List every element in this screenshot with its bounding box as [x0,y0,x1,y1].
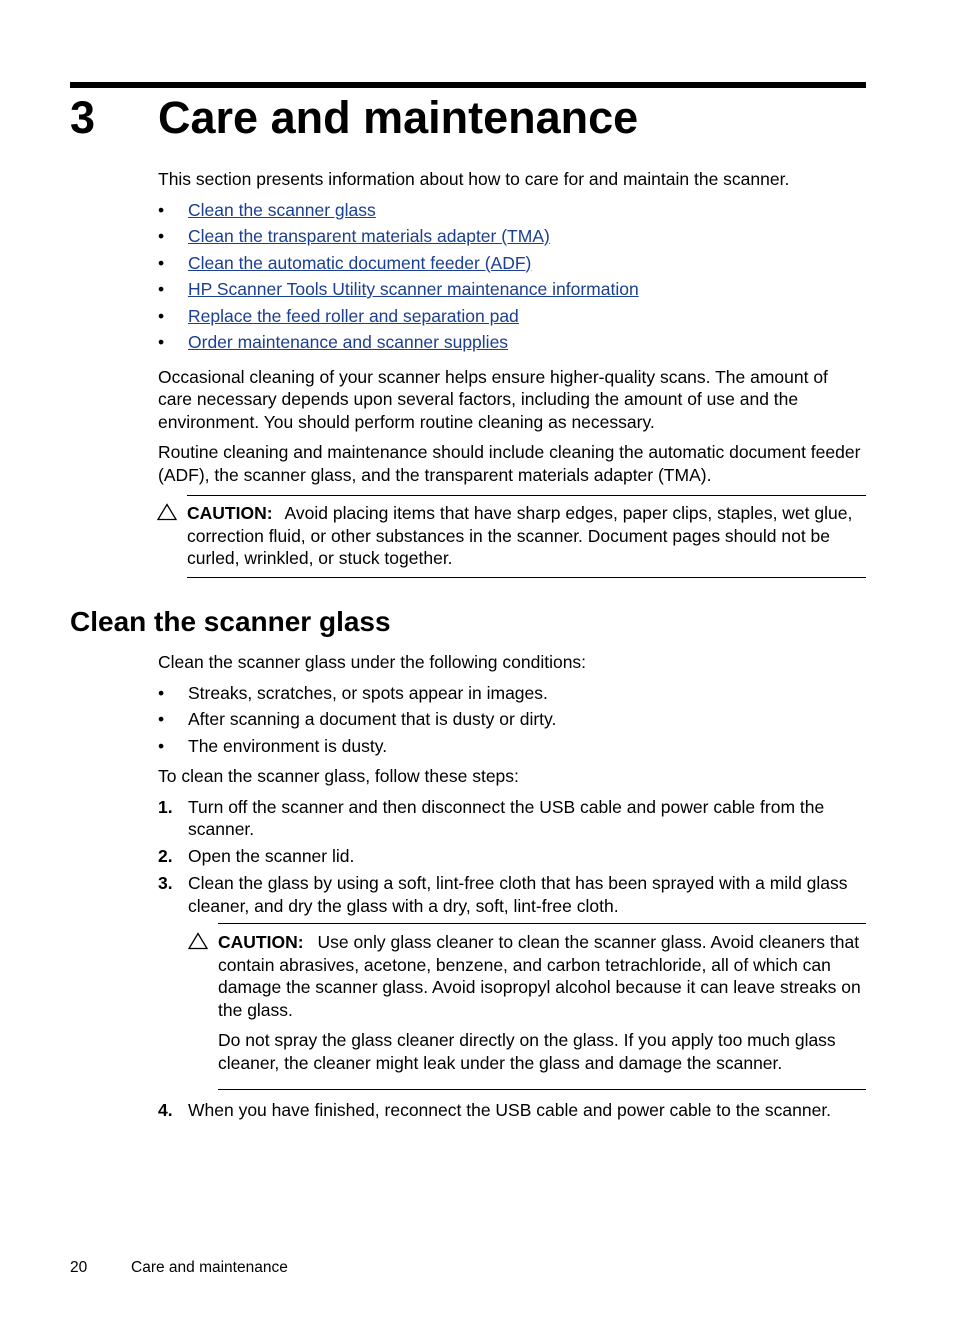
caution-note [187,495,866,578]
section-intro: Clean the scanner glass under the following conditions: [158,652,587,672]
step-text: Open the scanner lid. [188,846,355,866]
chapter-number: 3 [70,92,96,143]
link-clean-scanner-glass[interactable]: Clean the scanner glass [188,199,376,220]
list-item: • After scanning a document that is dusty or dirty. [158,708,866,735]
link-replace-feed-roller[interactable]: Replace the feed roller and separation pad [188,305,519,326]
step-item [158,1099,866,1122]
step-item [158,845,866,868]
chapter-intro-block [158,168,866,578]
list-item [158,305,866,332]
topic-link-list [158,199,866,358]
caution-paragraph [218,931,866,1021]
caution-paragraph-2: Do not spray the glass cleaner directly on the glass. If you apply too much glass cleaner, the cleaner might leak under the glass and damage the scanner. [218,1030,836,1073]
page-number: 20 [70,1259,88,1276]
step-text: Turn off the scanner and then disconnect the USB cable and power cable from the scanner. [188,796,825,839]
caution-text: Avoid placing items that have sharp edges, paper clips, staples, wet glue, correction fluid, or other substances in the scanner. Document pages should not be curled, wrinkled, or stuck together. [187,503,853,568]
section-body [158,651,866,1126]
caution-label: CAUTION: [187,503,273,523]
list-item [158,252,866,279]
step-number: 3. [158,873,173,893]
chapter-title: Care and maintenance [158,92,639,143]
link-scanner-tools-utility[interactable]: HP Scanner Tools Utility scanner maintenance information [188,279,639,299]
list-item: • The environment is dusty. [158,735,866,762]
link-clean-tma[interactable]: Clean the transparent materials adapter (TMA) [188,226,550,246]
step-number: 1. [158,796,173,817]
caution-note [218,923,866,1090]
link-clean-adf[interactable]: Clean the automatic document feeder (ADF) [188,252,532,273]
paragraph-routine-cleaning: Routine cleaning and maintenance should include cleaning the automatic document feeder (ADF), the scanner glass, and the transparent materials adapter (TMA). [158,442,861,485]
section-title: Clean the scanner glass [70,606,391,637]
step-number: 2. [158,846,173,866]
chapter-intro: This section presents information about how to care for and maintain the scanner. [158,169,790,189]
list-item [158,278,866,305]
warning-triangle-icon [188,932,208,950]
caution-label: CAUTION: [218,932,304,952]
list-item [158,225,866,252]
paragraph-occasional-cleaning: Occasional cleaning of your scanner helps ensure higher-quality scans. The amount of care necessary depends upon several factors, including the amount of use and the environment. You should perform routine cleaning as necessary. [158,366,828,432]
step-item [158,796,866,841]
chapter-top-rule [70,82,866,88]
list-item [158,331,866,358]
link-order-supplies[interactable]: Order maintenance and scanner supplies [188,332,509,352]
steps-list [158,796,866,1122]
caution-text: Use only glass cleaner to clean the scanner glass. Avoid cleaners that contain abrasives, acetone, benzene, and carbon tetrachloride, all of which can damage the scanner glass. Avoid isopropyl alcohol because it can leave streaks on the glass. [218,932,861,1020]
steps-intro: To clean the scanner glass, follow these steps: [158,766,519,786]
list-item: • Streaks, scratches, or spots appear in images. [158,682,866,709]
warning-triangle-icon [157,503,177,521]
list-item [158,199,866,226]
conditions-list [158,682,866,762]
step-item [158,872,866,1090]
step-text: When you have finished, reconnect the USB cable and power cable to the scanner. [188,1100,832,1120]
step-number: 4. [158,1100,173,1120]
step-text: Clean the glass by using a soft, lint-free cloth that has been sprayed with a mild glass cleaner, and dry the glass with a dry, soft, lint-free cloth. [188,873,848,916]
footer-chapter-title: Care and maintenance [131,1259,288,1276]
